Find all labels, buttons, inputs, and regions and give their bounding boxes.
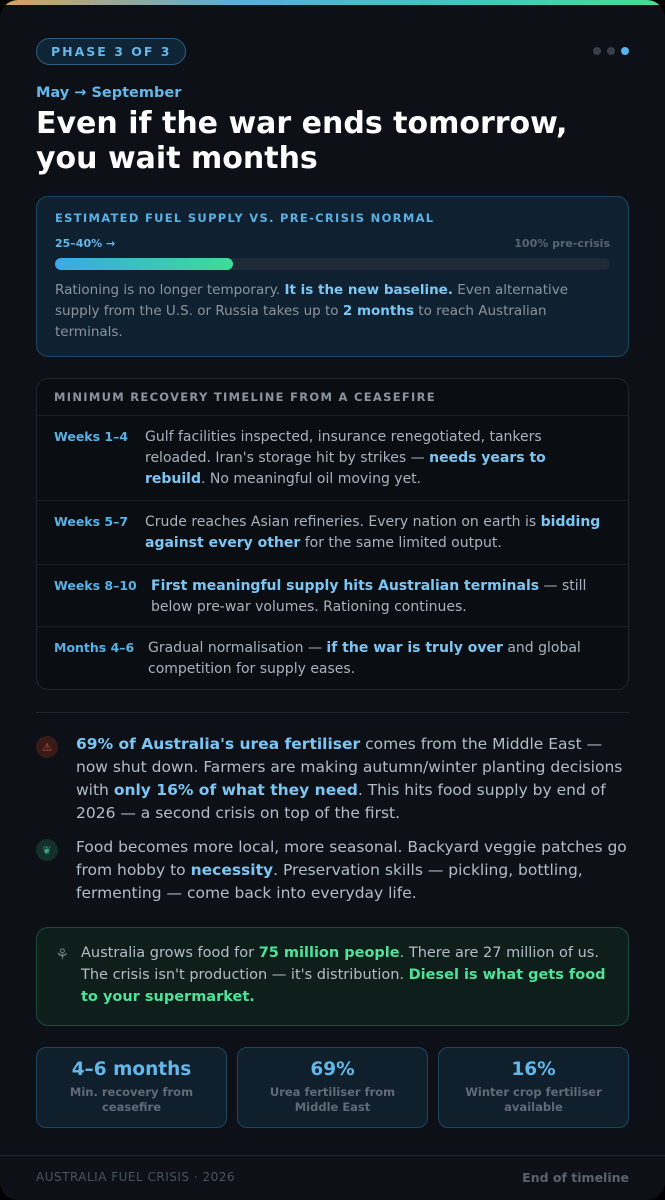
timeline-emphasis: needs years to rebuild bbox=[145, 450, 546, 487]
warning-icon: ⚠ bbox=[36, 736, 58, 758]
point-emphasis: 69% of Australia's urea fertiliser bbox=[76, 735, 361, 753]
section-divider bbox=[36, 712, 629, 713]
footer-divider bbox=[0, 1155, 665, 1156]
timeline-emphasis: if the war is truly over bbox=[326, 640, 503, 656]
timeline-row bbox=[37, 416, 628, 501]
timeline-text: for the same limited output. bbox=[300, 535, 502, 551]
supply-progress-fill bbox=[55, 258, 233, 270]
supply-text-3: Even alternative supply from the U.S. or Russia takes up to bbox=[55, 282, 569, 319]
stat-card-urea bbox=[237, 1047, 428, 1128]
timeline-row bbox=[37, 501, 628, 565]
food-callout bbox=[36, 927, 629, 1026]
callout-text-part: . There are 27 million of us. The crisis isn't production — it's distribution. bbox=[81, 945, 599, 983]
local-food-point bbox=[36, 836, 629, 905]
stat-value: 4–6 months bbox=[71, 1059, 192, 1080]
supply-label: ESTIMATED FUEL SUPPLY VS. PRE-CRISIS NORMAL bbox=[55, 211, 435, 225]
callout-emphasis: 75 million people bbox=[258, 945, 400, 961]
point-text: comes from the Middle East — now shut down. Farmers are making autumn/winter planting decisions with bbox=[76, 735, 623, 799]
timeline-heading: MINIMUM RECOVERY TIMELINE FROM A CEASEFIRE bbox=[37, 379, 628, 416]
point-emphasis: necessity bbox=[190, 861, 274, 879]
callout-text bbox=[81, 942, 610, 1011]
callout-emphasis: Diesel is what gets food to your supermarket. bbox=[81, 967, 606, 1005]
supply-description bbox=[55, 280, 610, 343]
fuel-supply-panel bbox=[36, 196, 629, 357]
timeline-text: . No meaningful oil moving yet. bbox=[201, 471, 422, 487]
point-emphasis: only 16% of what they need bbox=[113, 781, 358, 799]
timeline-description bbox=[145, 427, 611, 500]
timeline-text: — still below pre-war volumes. Rationing continues. bbox=[151, 578, 587, 615]
pagination-dots bbox=[593, 47, 629, 55]
timeline-emphasis: First meaningful supply hits Australian terminals bbox=[151, 578, 540, 594]
stat-value: 16% bbox=[511, 1059, 556, 1080]
sprout-icon: ❦ bbox=[36, 839, 58, 861]
timeline-text: Crude reaches Asian refineries. Every nation on earth is bbox=[145, 514, 541, 530]
gradient-top-bar bbox=[0, 0, 665, 5]
fertiliser-point bbox=[36, 733, 629, 825]
timeline-text: Gradual normalisation — bbox=[148, 640, 327, 656]
page-dot-3[interactable] bbox=[621, 47, 629, 55]
stat-caption: Urea fertiliser from Middle East bbox=[269, 1085, 396, 1114]
page-dot-2[interactable] bbox=[607, 47, 615, 55]
supply-max-label: 100% pre-crisis bbox=[514, 237, 610, 250]
local-food-text bbox=[76, 836, 629, 905]
phase-badge: PHASE 3 OF 3 bbox=[36, 38, 186, 65]
timeline-when: Months 4–6 bbox=[54, 640, 135, 655]
timeline-description bbox=[148, 638, 611, 689]
stat-value: 69% bbox=[310, 1059, 355, 1080]
timeline-when: Weeks 1–4 bbox=[54, 429, 129, 444]
bar-labels bbox=[55, 237, 610, 250]
supply-text-1: Rationing is no longer temporary. bbox=[55, 282, 285, 298]
timeline-description bbox=[145, 512, 611, 564]
stat-card-recovery bbox=[36, 1047, 227, 1128]
point-text: . Preservation skills — pickling, bottling, fermenting — come back into everyday life. bbox=[76, 861, 583, 902]
timeline-description bbox=[151, 576, 611, 626]
stat-cards bbox=[36, 1047, 629, 1128]
callout-text-part: Australia grows food for bbox=[81, 945, 259, 961]
fertiliser-text bbox=[76, 733, 629, 825]
supply-text-emphasis-2: 2 months bbox=[342, 303, 415, 319]
timeline-when: Weeks 8–10 bbox=[54, 578, 137, 593]
timeline-row bbox=[37, 565, 628, 627]
date-range: May → September bbox=[36, 85, 182, 101]
wheat-icon: ⚘ bbox=[55, 945, 70, 964]
supply-range-label: 25–40% → bbox=[55, 237, 116, 250]
recovery-timeline bbox=[36, 378, 629, 690]
timeline-row bbox=[37, 627, 628, 689]
supply-text-emphasis-1: It is the new baseline. bbox=[284, 282, 453, 298]
stat-card-winter-crop bbox=[438, 1047, 629, 1128]
timeline-emphasis: bidding against every other bbox=[145, 514, 601, 551]
point-text: Food becomes more local, more seasonal. Backyard veggie patches go from hobby to bbox=[76, 838, 627, 879]
timeline-text: and global competition for supply eases. bbox=[148, 640, 581, 677]
stat-caption: Winter crop fertiliser available bbox=[465, 1085, 602, 1114]
supply-progress-bar bbox=[55, 258, 610, 270]
supply-text-5: to reach Australian terminals. bbox=[55, 303, 547, 340]
footer-title: AUSTRALIA FUEL CRISIS · 2026 bbox=[36, 1170, 236, 1184]
timeline-when: Weeks 5–7 bbox=[54, 514, 129, 529]
page-title: Even if the war ends tomorrow, you wait months bbox=[36, 106, 568, 176]
point-text: . This hits food supply by end of 2026 — a second crisis on top of the first. bbox=[76, 781, 606, 822]
stat-caption: Min. recovery from ceasefire bbox=[69, 1085, 194, 1114]
footer-end-label: End of timeline bbox=[522, 1170, 629, 1185]
timeline-text: Gulf facilities inspected, insurance renegotiated, tankers reloaded. Iran's storage hit by strikes — bbox=[145, 429, 542, 466]
page-dot-1[interactable] bbox=[593, 47, 601, 55]
